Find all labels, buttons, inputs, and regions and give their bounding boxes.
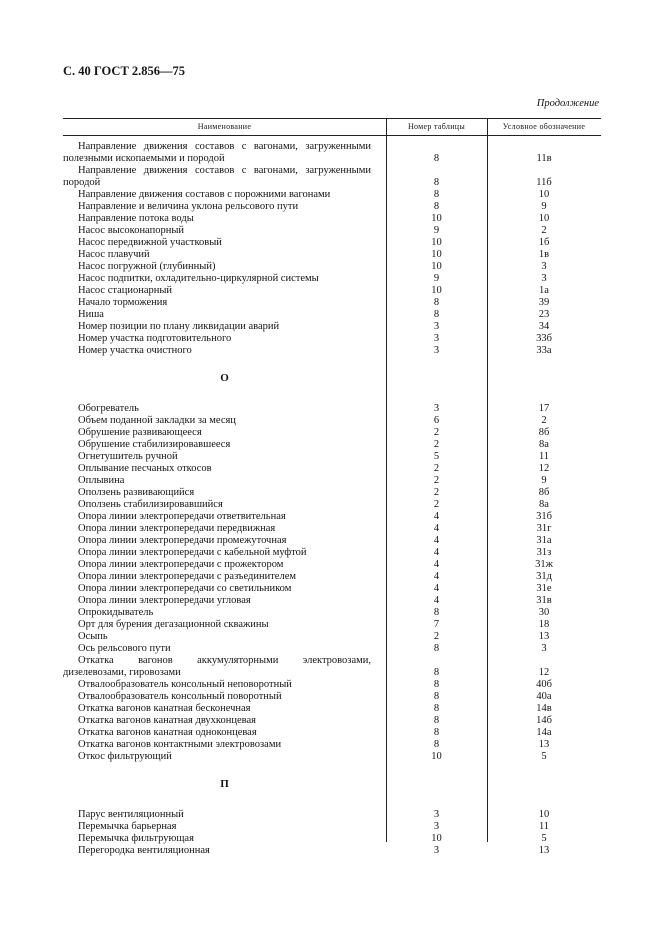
table-row (63, 751, 601, 763)
table-row (63, 845, 601, 857)
table-row (63, 583, 601, 595)
row-symbol: 1б (538, 237, 550, 248)
continuation-label: Продолжение (536, 98, 599, 109)
row-table-number: 3 (433, 321, 440, 332)
row-name: Оплывина (78, 475, 125, 486)
row-symbol: 40б (536, 679, 552, 690)
row-table-number: 10 (431, 751, 442, 762)
row-symbol: 12 (538, 463, 550, 474)
designation-table (63, 118, 601, 856)
row-symbol: 10 (538, 213, 550, 224)
table-row (63, 297, 601, 309)
row-symbol: 18 (538, 619, 550, 630)
table-row (63, 261, 601, 273)
row-symbol: 14в (536, 703, 552, 714)
row-name: Ось рельсового пути (78, 643, 171, 654)
row-name: Опора линии электропередачи угловая (78, 595, 251, 606)
row-symbol: 31д (536, 571, 552, 582)
row-symbol: 9 (541, 201, 547, 212)
table-row (63, 809, 601, 821)
table-row (63, 487, 601, 499)
row-name: Направление движения составов с вагонами, загруженными породой (63, 165, 371, 188)
table-row (63, 309, 601, 321)
row-name: Обрушение развивающееся (78, 427, 202, 438)
row-table-number: 10 (431, 249, 442, 260)
table-row (63, 619, 601, 631)
row-name: Ниша (78, 309, 104, 320)
row-name: Оползень развивающийся (78, 487, 195, 498)
table-row (63, 475, 601, 487)
table-row (63, 273, 601, 285)
table-row (63, 427, 601, 439)
row-symbol: 5 (541, 833, 547, 844)
row-table-number: 3 (433, 821, 440, 832)
table-row (63, 727, 601, 739)
row-name: Осыпь (78, 631, 108, 642)
row-name: Направление движения составов с порожними вагонами (78, 189, 331, 200)
table-row (63, 715, 601, 727)
table-row (63, 237, 601, 249)
row-symbol: 3 (541, 643, 547, 654)
row-table-number: 2 (433, 631, 440, 642)
row-symbol: 1а (539, 285, 549, 296)
table-row (63, 165, 601, 189)
row-name: Обрушение стабилизировавшееся (78, 439, 231, 450)
table-row (63, 189, 601, 201)
row-table-number: 8 (433, 189, 440, 200)
row-symbol: 39 (538, 297, 550, 308)
row-table-number: 2 (433, 487, 440, 498)
section-letter: П (220, 778, 229, 790)
row-name: Направление и величина уклона рельсового пути (78, 201, 299, 212)
row-name: Откатка вагонов канатная бесконечная (78, 703, 251, 714)
row-table-number: 4 (433, 583, 440, 594)
row-name: Оплывание песчаных откосов (78, 463, 212, 474)
table-row (63, 571, 601, 583)
row-name: Опора линии электропередачи со светильником (78, 583, 292, 594)
row-table-number: 10 (431, 237, 442, 248)
table-row (63, 643, 601, 655)
row-name: Опора линии электропередачи с прожектором (78, 559, 284, 570)
row-name: Насос высоконапорный (78, 225, 184, 236)
row-table-number: 3 (433, 809, 440, 820)
row-table-number: 8 (433, 679, 440, 690)
row-symbol: 10 (538, 189, 550, 200)
section-letter: О (220, 372, 229, 384)
row-table-number: 6 (433, 415, 440, 426)
row-name: Насос погружной (глубинный) (78, 261, 216, 272)
row-name: Опора линии электропередачи с кабельной муфтой (78, 547, 307, 558)
row-name: Перемычка барьерная (78, 821, 177, 832)
table-row (63, 691, 601, 703)
row-name: Откатка вагонов канатная двухконцевая (78, 715, 256, 726)
row-name: Огнетушитель ручной (78, 451, 178, 462)
column-header-name: Наименование (197, 122, 252, 131)
row-symbol: 13 (538, 845, 550, 856)
row-name: Перемычка фильтрующая (78, 833, 194, 844)
row-symbol: 31г (536, 523, 552, 534)
row-table-number: 8 (433, 643, 440, 654)
table-row (63, 833, 601, 845)
row-symbol: 12 (538, 667, 550, 678)
row-name: Оползень стабилизировавшийся (78, 499, 223, 510)
column-header-table-number: Номер таблицы (407, 122, 466, 131)
table-row (63, 201, 601, 213)
row-table-number: 8 (433, 667, 440, 678)
row-table-number: 10 (431, 261, 442, 272)
row-symbol: 8б (538, 487, 550, 498)
table-row (63, 607, 601, 619)
table-row (63, 511, 601, 523)
row-symbol: 9 (541, 475, 547, 486)
row-name: Насос плавучий (78, 249, 150, 260)
table-row (63, 249, 601, 261)
table-row (63, 225, 601, 237)
row-table-number: 4 (433, 535, 440, 546)
row-table-number: 3 (433, 845, 440, 856)
table-row (63, 535, 601, 547)
table-row (63, 739, 601, 751)
row-symbol: 11 (538, 821, 550, 832)
row-symbol: 31в (536, 595, 552, 606)
row-table-number: 8 (433, 739, 440, 750)
row-name: Откатка вагонов канатная одноконцевая (78, 727, 257, 738)
row-table-number: 10 (431, 833, 442, 844)
row-symbol: 23 (538, 309, 550, 320)
row-table-number: 2 (433, 463, 440, 474)
row-symbol: 30 (538, 607, 550, 618)
row-table-number: 8 (433, 201, 440, 212)
row-table-number: 3 (433, 345, 440, 356)
row-name: Насос стационарный (78, 285, 173, 296)
row-symbol: 8а (539, 499, 549, 510)
row-table-number: 9 (433, 273, 440, 284)
page-header: С. 40 ГОСТ 2.856—75 (63, 64, 186, 78)
row-name: Отвалообразователь консольный неповоротный (78, 679, 292, 690)
row-symbol: 13 (538, 631, 550, 642)
row-symbol: 34 (538, 321, 550, 332)
row-table-number: 3 (433, 403, 440, 414)
row-symbol: 14а (536, 727, 552, 738)
row-symbol: 33б (536, 333, 552, 344)
row-symbol: 40а (536, 691, 552, 702)
row-symbol: 31б (536, 511, 552, 522)
table-header-rule (63, 135, 601, 136)
row-table-number: 8 (433, 309, 440, 320)
row-table-number: 10 (431, 285, 442, 296)
row-table-number: 8 (433, 691, 440, 702)
row-symbol: 31е (536, 583, 552, 594)
table-row (63, 451, 601, 463)
table-row (63, 415, 601, 427)
row-name: Номер участка подготовительного (78, 333, 232, 344)
row-symbol: 2 (541, 415, 547, 426)
table-row (63, 141, 601, 165)
table-row (63, 345, 601, 357)
row-symbol: 1в (538, 249, 550, 260)
row-name: Перегородка вентиляционная (78, 845, 210, 856)
row-table-number: 2 (433, 439, 440, 450)
row-symbol: 2 (541, 225, 547, 236)
row-table-number: 4 (433, 559, 440, 570)
row-table-number: 8 (433, 607, 440, 618)
table-row (63, 463, 601, 475)
row-symbol: 5 (541, 751, 547, 762)
row-symbol: 31а (536, 535, 552, 546)
row-name: Парус вентиляционный (78, 809, 184, 820)
table-row (63, 655, 601, 679)
table-row (63, 321, 601, 333)
row-symbol: 3 (541, 273, 547, 284)
row-name: Опора линии электропередачи с разъединителем (78, 571, 296, 582)
table-row (63, 523, 601, 535)
row-table-number: 7 (433, 619, 440, 630)
table-row (63, 547, 601, 559)
row-table-number: 4 (433, 595, 440, 606)
row-symbol: 8а (539, 439, 549, 450)
row-symbol: 11б (536, 177, 552, 188)
row-name: Опрокидыватель (78, 607, 154, 618)
row-name: Опора линии электропередачи ответвительная (78, 511, 286, 522)
column-header-symbol: Условное обозначение (502, 122, 586, 131)
table-row (63, 213, 601, 225)
row-symbol: 11в (536, 153, 552, 164)
row-table-number: 9 (433, 225, 440, 236)
row-symbol: 13 (538, 739, 550, 750)
row-name: Направление движения составов с вагонами, загруженными полезными ископаемыми и породой (63, 141, 371, 164)
row-name: Направление потока воды (78, 213, 194, 224)
row-name: Откатка вагонов аккумуляторными электровозами, дизелевозами, гировозами (63, 655, 371, 678)
table-row (63, 439, 601, 451)
row-table-number: 4 (433, 523, 440, 534)
row-symbol: 17 (538, 403, 550, 414)
table-row (63, 679, 601, 691)
row-table-number: 10 (431, 213, 442, 224)
row-name: Номер участка очистного (78, 345, 192, 356)
row-table-number: 8 (433, 153, 440, 164)
row-name: Откатка вагонов контактными электровозами (78, 739, 282, 750)
table-row (63, 333, 601, 345)
table-row (63, 559, 601, 571)
row-name: Начало торможения (78, 297, 168, 308)
table-row (63, 595, 601, 607)
row-table-number: 8 (433, 715, 440, 726)
row-name: Орт для бурения дегазационной скважины (78, 619, 269, 630)
row-name: Опора линии электропередачи промежуточная (78, 535, 287, 546)
table-row (63, 499, 601, 511)
row-table-number: 4 (433, 547, 440, 558)
row-table-number: 4 (433, 571, 440, 582)
table-row (63, 821, 601, 833)
table-row (63, 703, 601, 715)
row-symbol: 3 (541, 261, 547, 272)
row-name: Обогреватель (78, 403, 139, 414)
row-name: Насос подпитки, охладительно-циркулярной системы (78, 273, 319, 284)
row-table-number: 8 (433, 177, 440, 188)
row-table-number: 8 (433, 727, 440, 738)
row-table-number: 4 (433, 511, 440, 522)
table-row (63, 631, 601, 643)
row-symbol: 11 (538, 451, 550, 462)
row-table-number: 2 (433, 499, 440, 510)
row-symbol: 33а (536, 345, 552, 356)
row-table-number: 3 (433, 333, 440, 344)
row-table-number: 2 (433, 475, 440, 486)
row-name: Откос фильтрующий (78, 751, 172, 762)
row-symbol: 31з (536, 547, 552, 558)
row-name: Отвалообразователь консольный поворотный (78, 691, 282, 702)
row-name: Объем поданной закладки за месяц (78, 415, 236, 426)
table-row (63, 285, 601, 297)
row-name: Опора линии электропередачи передвижная (78, 523, 276, 534)
row-symbol: 8б (538, 427, 550, 438)
row-symbol: 14б (536, 715, 552, 726)
row-name: Насос передвижной участковый (78, 237, 222, 248)
row-name: Номер позиции по плану ликвидации аварий (78, 321, 280, 332)
row-table-number: 2 (433, 427, 440, 438)
row-table-number: 8 (433, 297, 440, 308)
table-row (63, 403, 601, 415)
row-table-number: 8 (433, 703, 440, 714)
row-table-number: 5 (433, 451, 440, 462)
row-symbol: 31ж (535, 559, 553, 570)
row-symbol: 10 (538, 809, 550, 820)
